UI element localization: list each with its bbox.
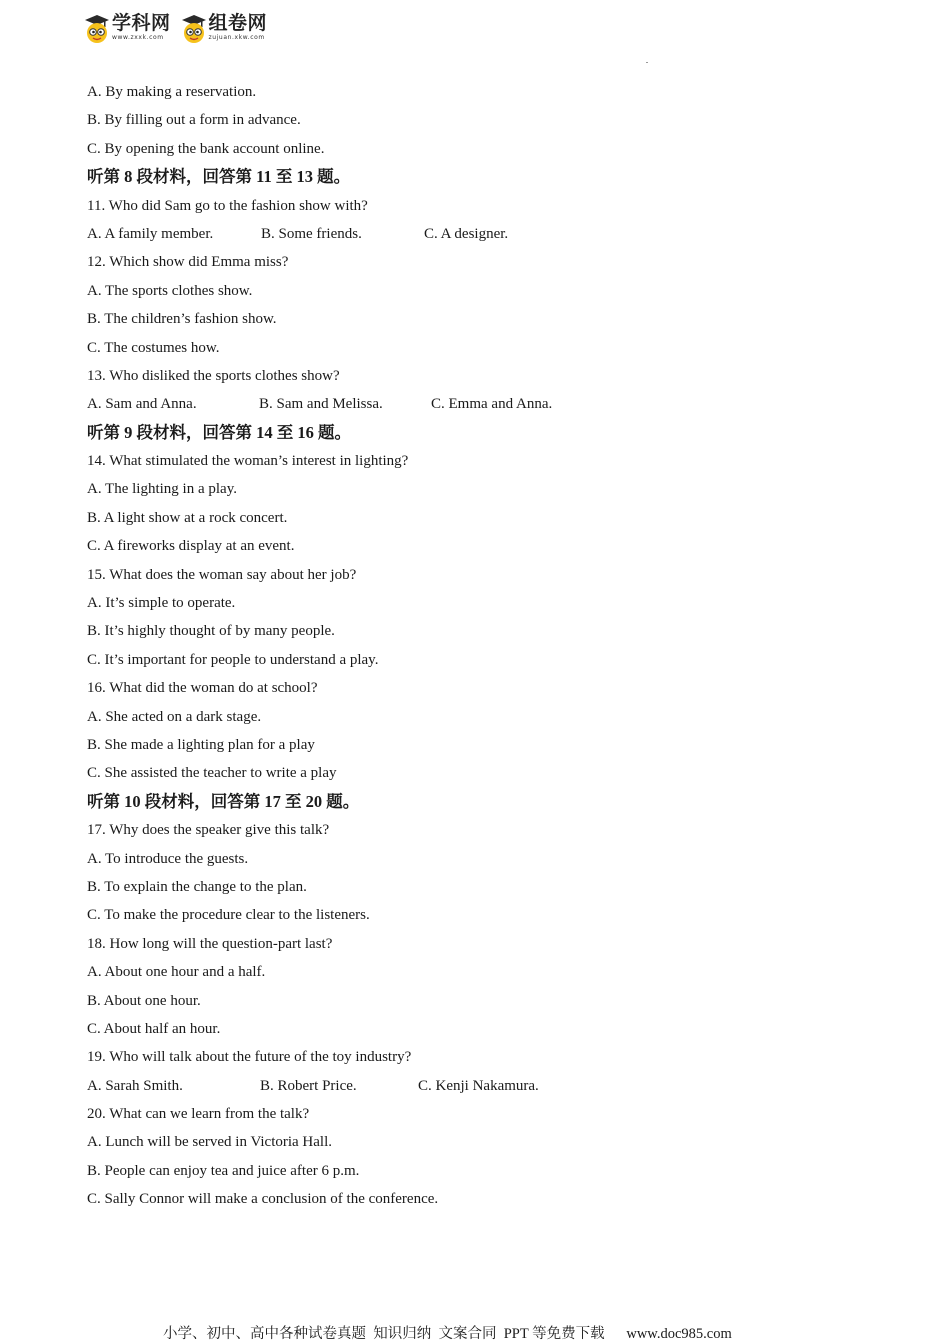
question-line: 18. How long will the question-part last? [87,935,333,952]
section-heading-10: 听第 10 段材料，回答第 17 至 20 题。 [87,791,360,811]
logo-xueke[interactable] [84,12,171,44]
option-a: A. Sam and Anna. [87,396,197,413]
section-heading-9: 听第 9 段材料，回答第 14 至 16 题。 [87,422,351,442]
option-line: C. By opening the bank account online. [87,140,325,157]
option-line: B. A light show at a rock concert. [87,509,288,526]
logo-zujuan-url: zujuan.xkw.com [208,34,265,41]
option-c: C. A designer. [424,225,509,242]
option-b: B. Robert Price. [260,1077,357,1094]
logo-zujuan-name: 组卷网 [208,12,268,34]
option-b: B. Some friends. [261,225,362,242]
logo-zujuan[interactable] [181,12,268,44]
option-line: A. About one hour and a half. [87,964,266,981]
option-line: B. She made a lighting plan for a play [87,736,315,753]
option-c: C. Emma and Anna. [431,396,553,413]
option-line: A. The sports clothes show. [87,282,253,299]
page-header [84,12,277,52]
question-line: 15. What does the woman say about her job? [87,566,357,583]
page-footer: 小学、初中、高中各种试卷真题 知识归纳 文案合同 PPT 等免费下载 www.doc985.com [163,1326,732,1342]
option-line: A. To introduce the guests. [87,850,249,867]
question-13-options [87,390,887,418]
option-line: B. About one hour. [87,992,201,1009]
option-line: B. By filling out a form in advance. [87,112,301,129]
mascot-icon [84,12,110,44]
mascot-icon [181,12,207,44]
option-line: A. Lunch will be served in Victoria Hall. [87,1134,333,1151]
option-a: A. A family member. [87,225,214,242]
question-line: 13. Who disliked the sports clothes show? [87,367,340,384]
stray-dot [646,62,648,63]
option-line: C. The costumes how. [87,339,220,356]
option-line: A. By making a reservation. [87,84,257,100]
document-body [87,78,887,1214]
question-11: 11. Who did Sam go to the fashion show with? [87,197,368,214]
question-line: 19. Who will talk about the future of the toy industry? [87,1049,412,1066]
option-line: C. A fireworks display at an event. [87,538,295,555]
option-line: B. It’s highly thought of by many people. [87,623,335,640]
option-line: C. It’s important for people to understand a play. [87,651,379,668]
question-line: 17. Why does the speaker give this talk? [87,822,330,839]
option-line: A. The lighting in a play. [87,481,237,498]
option-line: C. To make the procedure clear to the listeners. [87,907,370,924]
question-line: 16. What did the woman do at school? [87,680,318,697]
question-line: 20. What can we learn from the talk? [87,1106,310,1123]
section-heading-8: 听第 8 段材料，回答第 11 至 13 题。 [87,167,351,187]
logo-xueke-name: 学科网 [112,12,171,34]
option-line: B. The children’s fashion show. [87,311,277,328]
option-line: A. She acted on a dark stage. [87,708,262,725]
option-line: A. It’s simple to operate. [87,595,236,612]
question-19-options [87,1072,887,1100]
logo-xueke-url: www.zxxk.com [112,34,164,41]
option-c: C. Kenji Nakamura. [418,1077,539,1094]
question-line: 12. Which show did Emma miss? [87,254,289,271]
option-a: A. Sarah Smith. [87,1077,183,1094]
option-b: B. Sam and Melissa. [259,396,383,413]
option-line: C. About half an hour. [87,1020,221,1037]
option-line: B. People can enjoy tea and juice after 6 p.m. [87,1162,360,1179]
option-line: C. Sally Connor will make a conclusion of the conference. [87,1191,439,1208]
question-11-options [87,220,887,248]
option-line: B. To explain the change to the plan. [87,878,307,895]
question-line: 14. What stimulated the woman’s interest in lighting? [87,453,409,470]
option-line: C. She assisted the teacher to write a play [87,765,337,782]
